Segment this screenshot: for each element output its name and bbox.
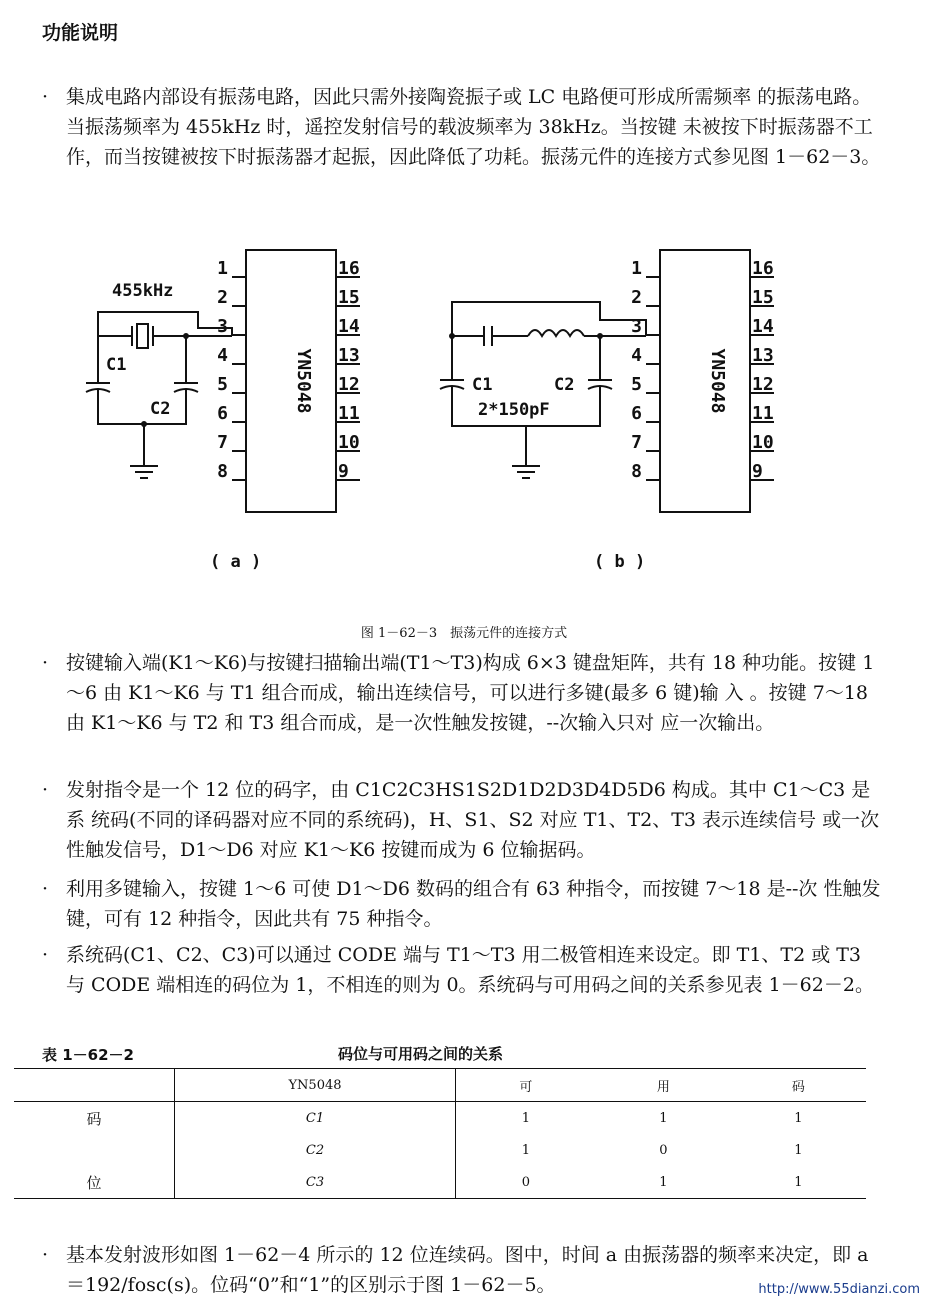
table-label: 表 1－62－2 [42,1046,134,1064]
paragraph-key-matrix [42,648,882,738]
pin-b-l1: 1 [631,258,642,279]
pin-b-r15: 15 [752,287,774,308]
value-cell: 1 [521,1142,531,1158]
pin-a-r13: 13 [338,345,360,366]
pin-a-l7: 7 [217,432,228,453]
value-cell: 1 [659,1110,668,1126]
code-table [14,1068,866,1199]
pin-b-r12: 12 [752,374,774,395]
pin-b-r14: 14 [752,316,774,337]
figure-oscillator-connection [0,240,928,580]
pin-b-r11: 11 [752,403,774,424]
paragraph-oscillator [42,82,882,172]
paragraph-text: 发射指令是一个 12 位的码字，由 C1C2C3HS1S2D1D2D3D4D5D6 构成。其中 C1～C3 是系 统码(不同的译码器对应不同的系统码)，H、S1、S2 对应 T1、T2、T3 表示连续信号 或一次性触发信号，D1～D6 对应 K1～K6 按键而成为 6 位输据码。 [66,779,880,861]
table-row [14,1166,866,1199]
value-cell: 0 [659,1142,668,1158]
row-label-blank [14,1134,175,1166]
subfigure-b-label: ( b ) [594,552,646,572]
bullet: · [42,86,49,108]
pin-b-l6: 6 [631,403,642,424]
paragraph-text: 基本发射波形如图 1－62－4 所示的 12 位连续码。图中，时间 a 由振荡器的频率来决定，即 a＝192/fosc(s)。位码“0”和“1”的区别示于图 1－62－5。 [66,1244,869,1296]
label-a-c1: C1 [106,355,127,375]
table-row [14,1134,866,1166]
pin-b-r10: 10 [752,432,774,453]
header-cell-blank [14,1069,175,1102]
label-a-c2: C2 [150,399,171,419]
pin-a-r10: 10 [338,432,360,453]
bullet: · [42,944,49,966]
label-b-c2: C2 [554,375,575,395]
pin-b-l5: 5 [631,374,642,395]
pin-a-r16: 16 [338,258,360,279]
table-header-row [14,1069,866,1102]
paragraph-text: 系统码(C1、C2、C3)可以通过 CODE 端与 T1～T3 用二极管相连来设定。即 T1、T2 或 T3 与 CODE 端相连的码位为 1，不相连的则为 0。系统码与可用码之间的关系参见表 1－62－2。 [66,944,874,996]
pin-b-l4: 4 [631,345,642,366]
pin-a-r15: 15 [338,287,360,308]
pin-b-r16: 16 [752,258,774,279]
table-row [14,1102,866,1135]
circuit-a [86,312,232,478]
subfigure-a-label: ( a ) [210,552,262,572]
paragraph-text: 按键输入端(K1～K6)与按键扫描输出端(T1～T3)构成 6×3 键盘矩阵，共有 18 种功能。按键 1～6 由 K1～K6 与 T1 组合而成，输出连续信号，可以进行多键(最多 6 键)输 入 。按键 7～18 由 K1～K6 与 T2 和 T3 组合而成，是一次性触发按键，--次输入只对 应一次输出。 [66,652,875,734]
header-cell-yong: 用 [596,1069,731,1102]
circuit-b [440,302,646,478]
value-cell: 1 [521,1110,531,1126]
section-heading: 功能说明 [42,22,119,44]
pin-b-l2: 2 [631,287,642,308]
row-label-ma: 码 [14,1102,175,1135]
pin-b-l7: 7 [631,432,642,453]
pin-a-l1: 1 [217,258,228,279]
pin-b-l3: 3 [631,316,642,337]
bullet: · [42,1244,49,1266]
paragraph-system-code [42,940,882,1000]
pin-a-l8: 8 [217,461,228,482]
bullet: · [42,779,49,801]
pin-a-l2: 2 [217,287,228,308]
chip-b-body [660,250,750,512]
code-cell: C3 [175,1166,456,1199]
pin-a-r14: 14 [338,316,360,337]
chip-b-label: YN5048 [707,348,728,414]
pin-a-l3: 3 [217,316,228,337]
header-cell-ke: 可 [456,1069,596,1102]
cap-value-label: 2*150pF [478,400,550,420]
value-cell: 0 [456,1166,596,1199]
table-title: 码位与可用码之间的关系 [338,1045,504,1063]
value-cell: 1 [731,1166,866,1199]
row-label-wei: 位 [14,1166,175,1199]
paragraph-codeword [42,775,882,865]
value-cell: 1 [794,1142,803,1158]
value-cell: 1 [794,1110,803,1126]
code-cell: C1 [175,1102,456,1135]
pin-a-l6: 6 [217,403,228,424]
pin-a-r12: 12 [338,374,360,395]
chip-a-body [246,250,336,512]
pin-b-r13: 13 [752,345,774,366]
chip-a-label: YN5048 [293,348,314,414]
paragraph-multikey [42,874,882,934]
paragraph-text: 集成电路内部设有振荡电路，因此只需外接陶瓷振子或 LC 电路便可形成所需频率 的振荡电路。当振荡频率为 455kHz 时，遥控发射信号的载波频率为 38kHz。当按键 未被按下时振荡器不工作，而当按键被按下时振荡器才起振，因此降低了功耗。振荡元件的连接方式参见图 1－62－3。 [66,86,881,168]
code-cell: C2 [175,1134,456,1166]
header-cell-ma: 码 [731,1069,866,1102]
label-b-c1: C1 [472,375,493,395]
pin-a-l4: 4 [217,345,228,366]
value-cell: 1 [596,1166,731,1199]
freq-label: 455kHz [112,281,174,301]
bullet: · [42,878,49,900]
pin-b-l8: 8 [631,461,642,482]
paragraph-text: 利用多键输入，按键 1～6 可使 D1～D6 数码的组合有 63 种指令，而按键 7～18 是--次 性触发键，可有 12 种指令，因此共有 75 种指令。 [66,878,881,930]
bullet: · [42,652,49,674]
paragraph-waveform [42,1240,882,1300]
figure-caption: 图 1－62－3 振荡元件的连接方式 [360,626,568,641]
pin-a-r11: 11 [338,403,360,424]
watermark-link[interactable]: http://www.55dianzi.com [758,1282,920,1297]
header-cell-chip: YN5048 [175,1069,456,1102]
pin-a-l5: 5 [217,374,228,395]
pin-a-r9: 9 [338,461,349,482]
pin-b-r9: 9 [752,461,763,482]
